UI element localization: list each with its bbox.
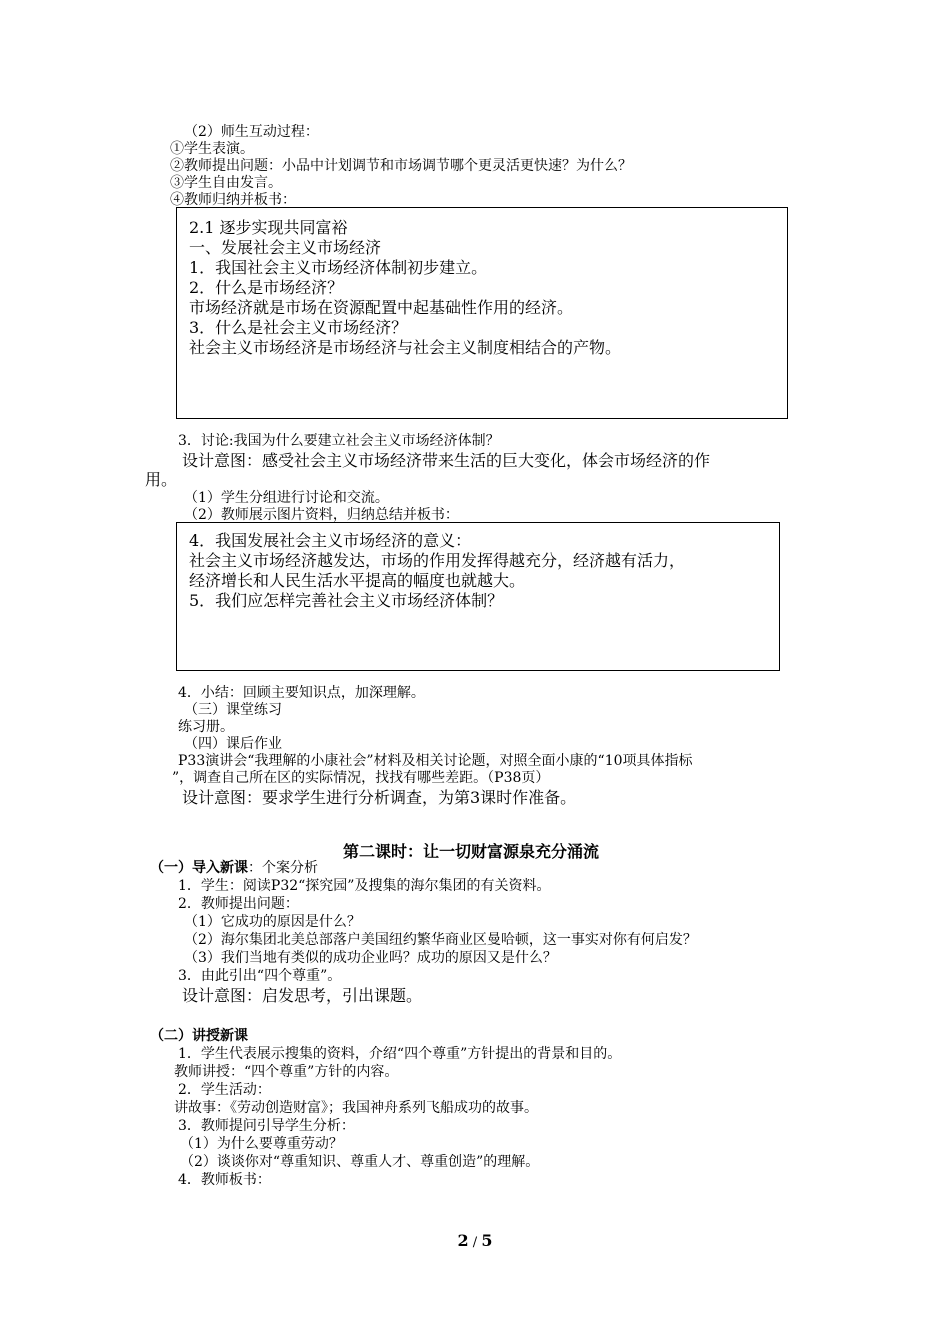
board1-line-3: 1．我国社会主义市场经济体制初步建立。 — [189, 258, 488, 277]
group-discussion: （1）学生分组进行讨论和交流。 — [184, 490, 389, 506]
board1-line-2: 一、发展社会主义市场经济 — [189, 238, 382, 257]
intro-1: 1．学生：阅读P32“探究园”及搜集的海尔集团的有关资料。 — [178, 878, 551, 894]
design-intent-1b: 用。 — [145, 470, 178, 489]
teach-story: 讲故事：《劳动创造财富》；我国神舟系列飞船成功的故事。 — [174, 1100, 538, 1116]
teacher-show: （2）教师展示图片资料，归纳总结并板书： — [184, 507, 459, 523]
practice-heading: （三）课堂练习 — [184, 702, 282, 718]
homework-a: P33演讲会“我理解的小康社会”材料及相关讨论题，对照全面小康的“10项具体指标 — [178, 753, 693, 769]
board2-line-2: 社会主义市场经济越发达，市场的作用发挥得越充分，经济越有活力， — [189, 551, 686, 570]
intro-design: 设计意图：启发思考，引出课题。 — [182, 986, 423, 1005]
step-3: ③学生自由发言。 — [170, 175, 282, 191]
page-separator: / — [468, 1235, 482, 1250]
intro-q1: （1）它成功的原因是什么？ — [184, 914, 361, 930]
teach-lecture: 教师讲授：“四个尊重”方针的内容。 — [174, 1064, 399, 1080]
intro-q3: （3）我们当地有类似的成功企业吗？成功的原因又是什么？ — [184, 950, 557, 966]
design-intent-1a: 设计意图：感受社会主义市场经济带来生活的巨大变化，体会市场经济的作 — [182, 451, 711, 470]
teach-heading: （二）讲授新课 — [150, 1028, 248, 1044]
interaction-heading: （2）师生互动过程： — [184, 124, 319, 140]
board1-line-5: 市场经济就是市场在资源配置中起基础性作用的经济。 — [189, 298, 574, 317]
homework-b: ”，调查自己所在区的实际情况，找找有哪些差距。（P38页） — [172, 770, 550, 786]
board1-line-4: 2．什么是市场经济？ — [189, 278, 344, 297]
board2-line-3: 经济增长和人民生活水平提高的幅度也就越大。 — [189, 571, 526, 590]
board2-line-4: 5．我们应怎样完善社会主义市场经济体制？ — [189, 591, 504, 610]
teach-1: 1．学生代表展示搜集的资料，介绍“四个尊重”方针提出的背景和目的。 — [178, 1046, 622, 1062]
discussion: 3．讨论:我国为什么要建立社会主义市场经济体制？ — [178, 433, 500, 449]
intro-q2: （2）海尔集团北美总部落户美国纽约繁华商业区曼哈顿，这一事实对你有何启发？ — [184, 932, 697, 948]
lesson2-title: 第二课时：让一切财富源泉充分涌流 — [343, 842, 600, 861]
step-2: ②教师提出问题：小品中计划调节和市场调节哪个更灵活更快速？为什么？ — [170, 158, 632, 174]
summary: 4．小结：回顾主要知识点，加深理解。 — [178, 685, 425, 701]
board2-line-1: 4．我国发展社会主义市场经济的意义： — [189, 531, 472, 550]
homework-heading: （四）课后作业 — [184, 736, 282, 752]
board1-line-7: 社会主义市场经济是市场经济与社会主义制度相结合的产物。 — [189, 338, 622, 357]
page-indicator — [0, 1231, 950, 1250]
intro-3: 3．由此引出“四个尊重”。 — [178, 968, 342, 984]
board1-line-1: 2.1 逐步实现共同富裕 — [189, 218, 348, 237]
step-4: ④教师归纳并板书： — [170, 192, 296, 208]
practice: 练习册。 — [178, 719, 234, 735]
page-total: 5 — [481, 1231, 493, 1250]
page-current: 2 — [457, 1231, 469, 1250]
teach-3: 3．教师提问引导学生分析： — [178, 1118, 355, 1134]
design-intent-2: 设计意图：要求学生进行分析调查，为第3课时作准备。 — [182, 788, 577, 807]
blackboard-box-1 — [176, 207, 788, 419]
intro-suffix: ：个案分析 — [248, 860, 318, 876]
intro-heading-line — [150, 860, 318, 876]
intro-heading: （一）导入新课 — [150, 860, 248, 876]
board1-line-6: 3．什么是社会主义市场经济？ — [189, 318, 408, 337]
teach-q2: （2）谈谈你对“尊重知识、尊重人才、尊重创造”的理解。 — [180, 1154, 540, 1170]
intro-2: 2．教师提出问题： — [178, 896, 299, 912]
blackboard-box-2 — [176, 522, 780, 671]
teach-4: 4．教师板书： — [178, 1172, 271, 1188]
step-1: ①学生表演。 — [170, 141, 254, 157]
teach-2: 2．学生活动： — [178, 1082, 271, 1098]
teach-q1: （1）为什么要尊重劳动？ — [180, 1136, 343, 1152]
